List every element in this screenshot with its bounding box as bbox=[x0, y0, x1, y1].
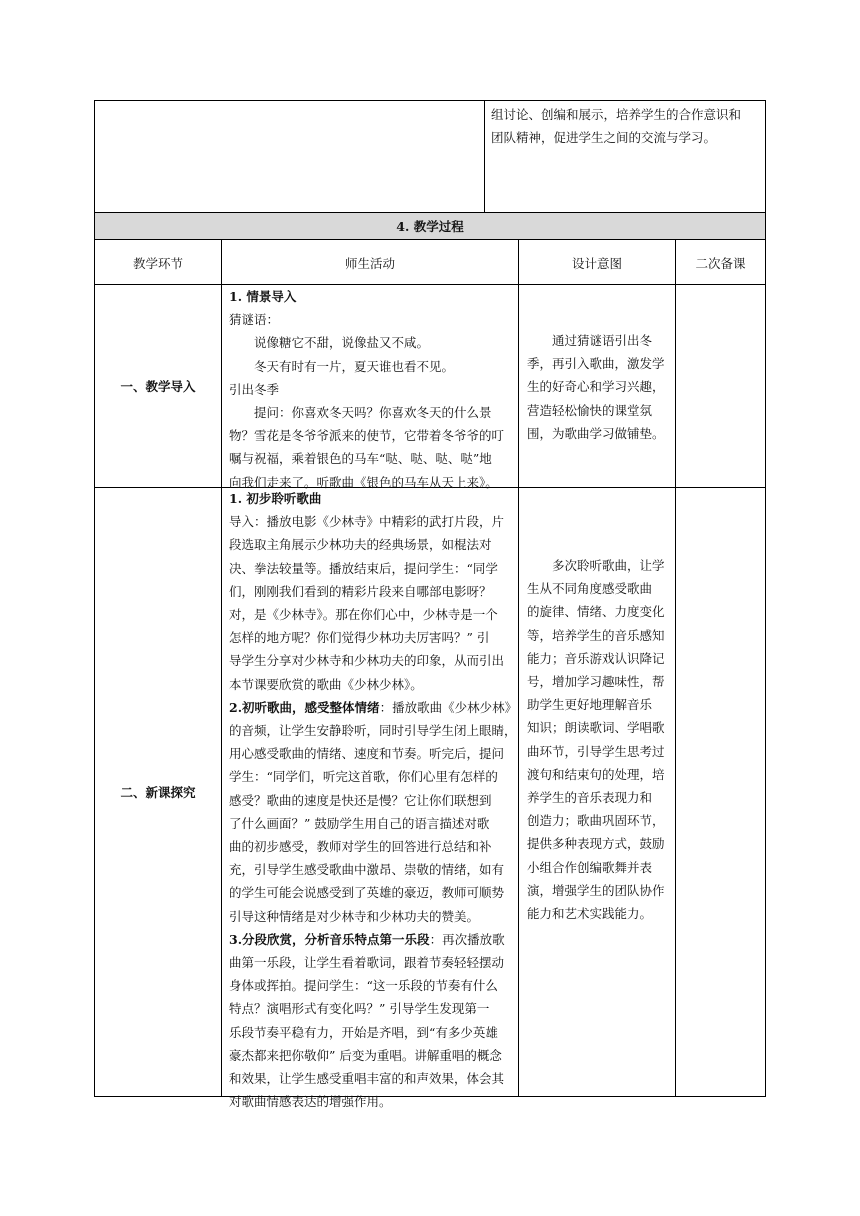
text-line: 对，是《少林寺》。那在你们心中，少林寺是一个 bbox=[229, 607, 498, 623]
text-line: 提供多种表现方式，鼓励 bbox=[527, 836, 665, 852]
row2-stage-label: 二、新课探究 bbox=[120, 785, 196, 800]
text-line: 养学生的音乐表现力和 bbox=[527, 790, 653, 806]
text-line: 组讨论、创编和展示，培养学生的合作意识和 bbox=[491, 107, 742, 122]
text-line: 通过猜谜语引出冬 bbox=[552, 333, 653, 348]
text-line: 的学生可能会说感受到了英雄的豪迈，教师可顺势 bbox=[229, 885, 505, 901]
text-line: 渡句和结束句的处理，培 bbox=[527, 766, 665, 782]
text-line: 怎样的地方呢？你们觉得少林功夫厉害吗？” 引 bbox=[229, 630, 490, 646]
text-line: 创造力；歌曲巩固环节， bbox=[527, 813, 665, 829]
text-line: 号，增加学习趣味性，帮 bbox=[527, 674, 665, 690]
text-line: 能力和艺术实践能力。 bbox=[527, 906, 653, 922]
section-title: 4. 教学过程 bbox=[396, 219, 464, 234]
text-line: 导学生分享对少林寺和少林功夫的印象，从而引出 bbox=[229, 653, 505, 669]
text-line: 段选取主角展示少林功夫的经典场景，如棍法对 bbox=[229, 537, 492, 553]
top-row-divider bbox=[484, 100, 485, 212]
text-line: 乐段节奏平稳有力，开始是齐唱，到“有多少英雄 bbox=[229, 1024, 498, 1040]
text-line: 曲的初步感受，教师对学生的回答进行总结和补 bbox=[229, 839, 492, 855]
row1-activity-cell bbox=[229, 285, 515, 494]
text-line: 猜谜语： bbox=[229, 312, 280, 328]
text-line: 等，培养学生的音乐感知 bbox=[527, 627, 665, 643]
top-right-cell bbox=[491, 103, 761, 149]
text-line: 感受？歌曲的速度是快还是慢？它让你们联想到 bbox=[229, 792, 492, 808]
text-line: 说像糖它不甜，说像盐又不咸。 bbox=[254, 335, 430, 351]
text-line: 提问：你喜欢冬天吗？你喜欢冬天的什么景 bbox=[254, 405, 492, 421]
text-line: 用心感受歌曲的情绪、速度和节奏。听完后，提问 bbox=[229, 746, 505, 762]
row1-stage-label: 一、教学导入 bbox=[120, 379, 196, 394]
text-line: 曲环节，引导学生思考过 bbox=[527, 743, 665, 759]
text-line: 引出冬季 bbox=[229, 381, 280, 397]
text-line: 曲第一乐段，让学生看着歌词，跟着节奏轻轻摆动 bbox=[229, 955, 505, 971]
text-line: 决、拳法较量等。播放结束后，提问学生：“同学 bbox=[229, 560, 498, 576]
text-line: 嘱与祝福，乘着银色的马车“哒、哒、哒、哒”地 bbox=[229, 451, 492, 467]
line-rest: ：再次播放歌 bbox=[429, 931, 505, 947]
text-line: 身体或挥拍。提问学生：“这一乐段的节奏有什么 bbox=[229, 978, 498, 994]
bold-lead: 3.分段欣赏，分析音乐特点第一乐段 bbox=[229, 931, 430, 947]
col-divider-2 bbox=[518, 239, 519, 1096]
text-line: 豪杰都来把你敬仰” 后变为重唱。讲解重唱的概念 bbox=[229, 1047, 502, 1063]
col-divider-3 bbox=[675, 239, 676, 1096]
text-line: 导入：播放电影《少林寺》中精彩的武打片段，片 bbox=[229, 514, 505, 530]
row2-activity-cell bbox=[229, 487, 518, 1113]
section-bottom-line bbox=[94, 239, 766, 240]
header-prep: 二次备课 bbox=[695, 256, 746, 271]
line-rest: ：播放歌曲《少林少林》 bbox=[379, 699, 518, 715]
table-right-border bbox=[765, 100, 766, 1096]
text-line: 对歌曲情感表达的增强作用。 bbox=[229, 1094, 392, 1110]
text-line: 的音频，让学生安静聆听，同时引导学生闭上眼睛， bbox=[229, 723, 517, 739]
text-line: 助学生更好地理解音乐 bbox=[527, 697, 653, 713]
text-line: 的旋律、情绪、力度变化 bbox=[527, 604, 665, 620]
text-line: 多次聆听歌曲，让学 bbox=[552, 558, 665, 573]
text-line: 特点？演唱形式有变化吗？” 引导学生发现第一 bbox=[229, 1001, 490, 1017]
text-line: 充，引导学生感受歌曲中激昂、崇敬的情绪，如有 bbox=[229, 862, 505, 878]
text-line: 能力；音乐游戏认识降记 bbox=[527, 650, 665, 666]
text-line: 团队精神，促进学生之间的交流与学习。 bbox=[491, 130, 717, 146]
text-line: 和效果，让学生感受重唱丰富的和声效果，体会其 bbox=[229, 1071, 505, 1087]
table-left-border bbox=[94, 100, 95, 1096]
text-line: 围，为歌曲学习做铺垫。 bbox=[527, 425, 665, 441]
header-stage: 教学环节 bbox=[132, 256, 183, 271]
text-line: 小组合作创编歌舞并表 bbox=[527, 859, 653, 875]
activity-heading: 1. 情景导入 bbox=[229, 289, 297, 304]
text-line bbox=[229, 928, 515, 951]
text-line: 向我们走来了。听歌曲《银色的马车从天上来》。 bbox=[229, 474, 498, 490]
text-line: 营造轻松愉快的课堂氛 bbox=[527, 402, 653, 418]
text-line: 生从不同角度感受歌曲 bbox=[527, 581, 653, 597]
text-line: 物？雪花是冬爷爷派来的使节，它带着冬爷爷的叮 bbox=[229, 428, 505, 444]
text-line: 演，增强学生的团队协作 bbox=[527, 882, 665, 898]
header-intent: 设计意图 bbox=[571, 256, 622, 271]
text-line: 们，刚刚我们看到的精彩片段来自哪部电影呀？ bbox=[229, 583, 492, 599]
text-line: 生的好奇心和学习兴趣， bbox=[527, 379, 665, 395]
text-line bbox=[229, 696, 518, 719]
row2-intent-cell bbox=[527, 554, 673, 925]
header-activity: 师生活动 bbox=[344, 256, 395, 271]
text-line: 冬天有时有一片，夏天谁也看不见。 bbox=[254, 358, 455, 374]
col-divider-1 bbox=[221, 239, 222, 1096]
text-line: 季，再引入歌曲，激发学 bbox=[527, 356, 665, 372]
activity-heading: 1. 初步聆听歌曲 bbox=[229, 491, 322, 506]
table-top-border bbox=[94, 100, 766, 101]
row1-intent-cell bbox=[527, 329, 673, 445]
text-line: 知识；朗读歌词、学唱歌 bbox=[527, 720, 665, 736]
text-line: 学生：“同学们，听完这首歌，你们心里有怎样的 bbox=[229, 769, 498, 785]
bold-lead: 2.初听歌曲，感受整体情绪 bbox=[229, 699, 380, 715]
text-line: 了什么画面？” 鼓励学生用自己的语言描述对歌 bbox=[229, 815, 490, 831]
text-line: 引导这种情绪是对少林寺和少林功夫的赞美。 bbox=[229, 908, 480, 924]
text-line: 本节课要欣赏的歌曲《少林少林》。 bbox=[229, 676, 423, 692]
